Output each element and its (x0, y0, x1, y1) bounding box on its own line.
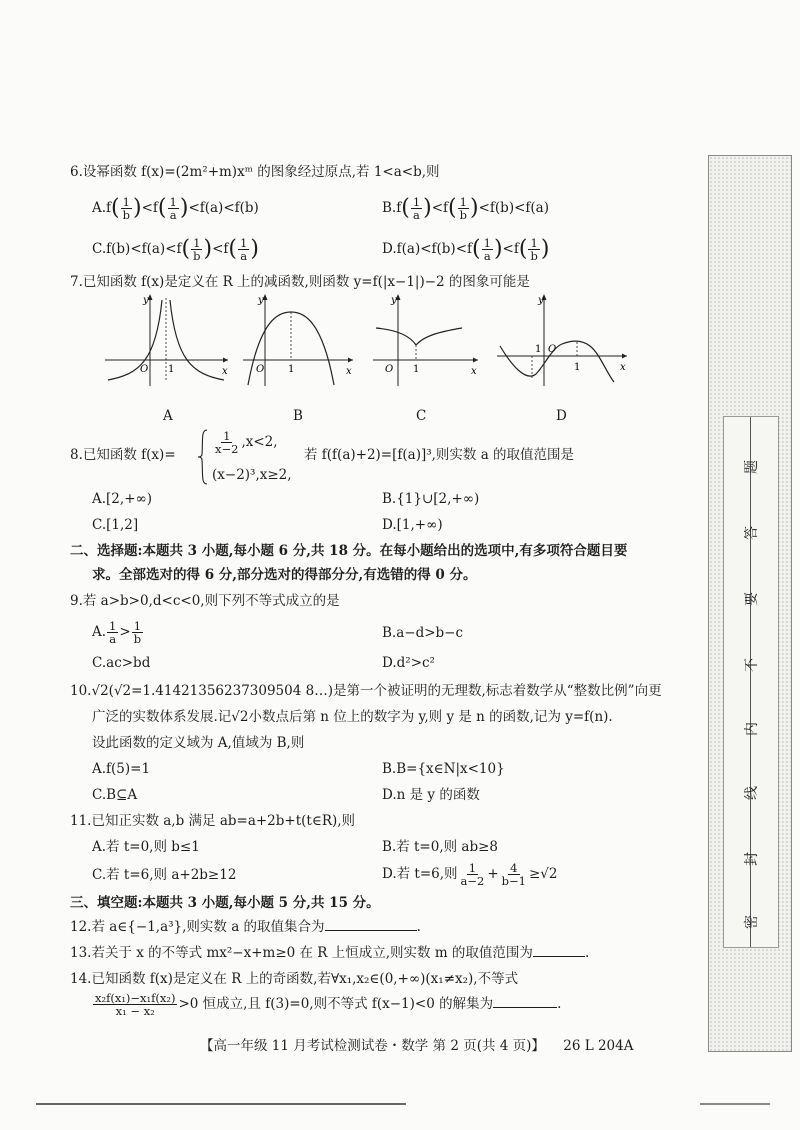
seal-char: 不 (744, 658, 760, 672)
q8-brace (197, 428, 209, 486)
q11-option-d: D.若 t=6,则 $\frac{1}{a-2}$ + $\frac{4}{b-1}$ ≥√2 (382, 861, 558, 888)
q9-option-a: A. $\frac{1}{a}$ > $\frac{1}{b}$ (92, 619, 142, 646)
footer-title: 【高一年级 11 月考试检测试卷・数学 第 2 页(共 4 页)】 (200, 1038, 545, 1054)
tick-one-label: 1 (288, 364, 295, 375)
question-9-stem: 9.若 a>b>0,d<c<0,则下列不等式成立的是 (70, 593, 340, 609)
axis-y-label: y (143, 295, 149, 306)
q7-graph-d (492, 290, 632, 390)
axis-x-label: x (222, 366, 228, 377)
q8-case-2: (x−2)³,x≥2, (212, 467, 292, 483)
q10-option-b: B.B={x∈N|x<10} (382, 761, 505, 777)
axis-x-label: x (471, 366, 477, 377)
bottom-rule (36, 1103, 406, 1105)
seal-line-box (723, 416, 779, 948)
section-2-heading-line-1: 二、选择题:本题共 3 小题,每小题 6 分,共 18 分。在每小题给出的选项中,有多项符合题目要 (70, 543, 628, 559)
page-footer (200, 1034, 633, 1054)
section-2-heading-line-2: 求。全部选对的得 6 分,部分选对的得部分分,有选错的得 0 分。 (92, 567, 477, 583)
question-13: 13.若关于 x 的不等式 mx²−x+m≥0 在 R 上恒成立,则实数 m 的取值范围为 . (70, 945, 590, 961)
question-14-line-2: $\frac{\text{x₂f(x₁)−x₁f(x₂)}}{\text{x₁ − x₂}}$ >0 恒成立,且 f(3)=0,则不等式 f(x−1)<0 的解集为 . (95, 991, 562, 1018)
q7-graph-a (100, 290, 235, 390)
q7-graph-b-label: B (293, 408, 303, 424)
axis-y-label: y (391, 295, 397, 306)
answer-blank (493, 1007, 557, 1008)
question-12: 12.若 a∈{−1,a³},则实数 a 的取值集合为 . (70, 919, 421, 935)
question-10-line-2: 广泛的实数体系发展.记√2小数点后第 n 位上的数字为 y,则 y 是 n 的函数,记为 y=f(n). (92, 709, 613, 725)
axis-x-label: x (346, 366, 352, 377)
q10-option-a: A.f(5)=1 (92, 761, 151, 777)
question-8-stem-post: 若 f(f(a)+2)=[f(a)]³,则实数 a 的取值范围是 (304, 447, 575, 463)
seal-char: 要 (744, 592, 760, 606)
q10-option-d: D.n 是 y 的函数 (382, 787, 480, 803)
question-6-stem: 6.设幂函数 f(x)=(2m²+m)xᵐ 的图象经过原点,若 1<a<b,则 (70, 164, 440, 180)
q8-option-d: D.[1,+∞) (382, 517, 443, 533)
q9-option-b: B.a−d>b−c (382, 625, 464, 641)
q6-option-a: A.f( $\frac{1}{b}$ )<f( $\frac{1}{a}$ )<f(a)<f(b) (92, 195, 259, 222)
tick-one-label: 1 (413, 364, 420, 375)
axis-y-label: y (538, 295, 544, 306)
tick-one-label: 1 (535, 344, 542, 355)
question-10-line-3: 设此函数的定义域为 A,值域为 B,则 (92, 735, 305, 751)
question-10-line-1: 10.√2(√2=1.41421356237309504 8…)是第一个被证明的无理数,标志着数学从“整数比例”向更 (70, 683, 662, 699)
q9-option-c: C.ac>bd (92, 655, 151, 671)
q7-graph-d-label: D (556, 408, 567, 424)
section-3-heading: 三、填空题:本题共 3 小题,每小题 5 分,共 15 分。 (70, 895, 380, 911)
q6-option-c: C.f(b)<f(a)<f( $\frac{1}{b}$ )<f( $\frac{1}{a}$ ) (92, 236, 259, 263)
question-11-stem: 11.已知正实数 a,b 满足 ab=a+2b+t(t∈R),则 (70, 813, 356, 829)
q11-option-a: A.若 t=0,则 b≤1 (92, 839, 200, 855)
seal-char: 题 (744, 460, 760, 474)
answer-blank (325, 930, 417, 931)
bottom-rule-right (700, 1103, 770, 1105)
axis-x-label: x (620, 362, 626, 373)
q7-graph-b (238, 290, 358, 390)
answer-blank (533, 956, 585, 957)
q11-option-c: C.若 t=6,则 a+2b≥12 (92, 867, 237, 883)
question-8-stem-pre: 8.已知函数 f(x)= (70, 447, 176, 463)
question-14-line-1: 14.已知函数 f(x)是定义在 R 上的奇函数,若∀x₁,x₂∈(0,+∞)(x₁≠x₂),不等式 (70, 971, 519, 987)
axis-y-label: y (258, 295, 264, 306)
tick-one-label-x: 1 (574, 362, 581, 373)
seal-margin-strip (708, 155, 792, 1052)
q8-case-1: $\frac{1}{x-2}$ ,x<2, (215, 429, 278, 456)
origin-label: O (140, 364, 149, 375)
q9-option-d: D.d²>c² (382, 655, 435, 671)
question-7-stem: 7.已知函数 f(x)是定义在 R 上的减函数,则函数 y=f(|x−1|)−2 的图象可能是 (70, 274, 530, 290)
q6-option-b: B.f( $\frac{1}{a}$ )<f( $\frac{1}{b}$ )<f(b)<f(a) (382, 195, 549, 222)
q10-option-c: C.B⊆A (92, 787, 138, 803)
q7-graph-c-label: C (416, 408, 427, 424)
tick-one-label: 1 (168, 364, 175, 375)
origin-label: O (256, 364, 265, 375)
q6-option-d: D.f(a)<f(b)<f( $\frac{1}{a}$ )<f( $\frac{1}{b}$ ) (382, 236, 550, 263)
seal-char: 答 (744, 526, 760, 540)
q7-graph-c (368, 290, 483, 390)
q11-option-b: B.若 t=0,则 ab≥8 (382, 839, 499, 855)
q7-graph-a-label: A (163, 408, 173, 424)
seal-char: 封 (744, 852, 760, 866)
seal-char: 内 (744, 722, 760, 736)
footer-code: 26 L 204A (563, 1038, 634, 1054)
q8-option-c: C.[1,2] (92, 517, 139, 533)
q8-option-b: B.{1}∪[2,+∞) (382, 491, 480, 507)
origin-label: O (385, 364, 394, 375)
seal-char: 密 (744, 915, 760, 929)
seal-char: 线 (744, 786, 760, 800)
q8-option-a: A.[2,+∞) (92, 491, 153, 507)
origin-label: O (548, 344, 557, 355)
